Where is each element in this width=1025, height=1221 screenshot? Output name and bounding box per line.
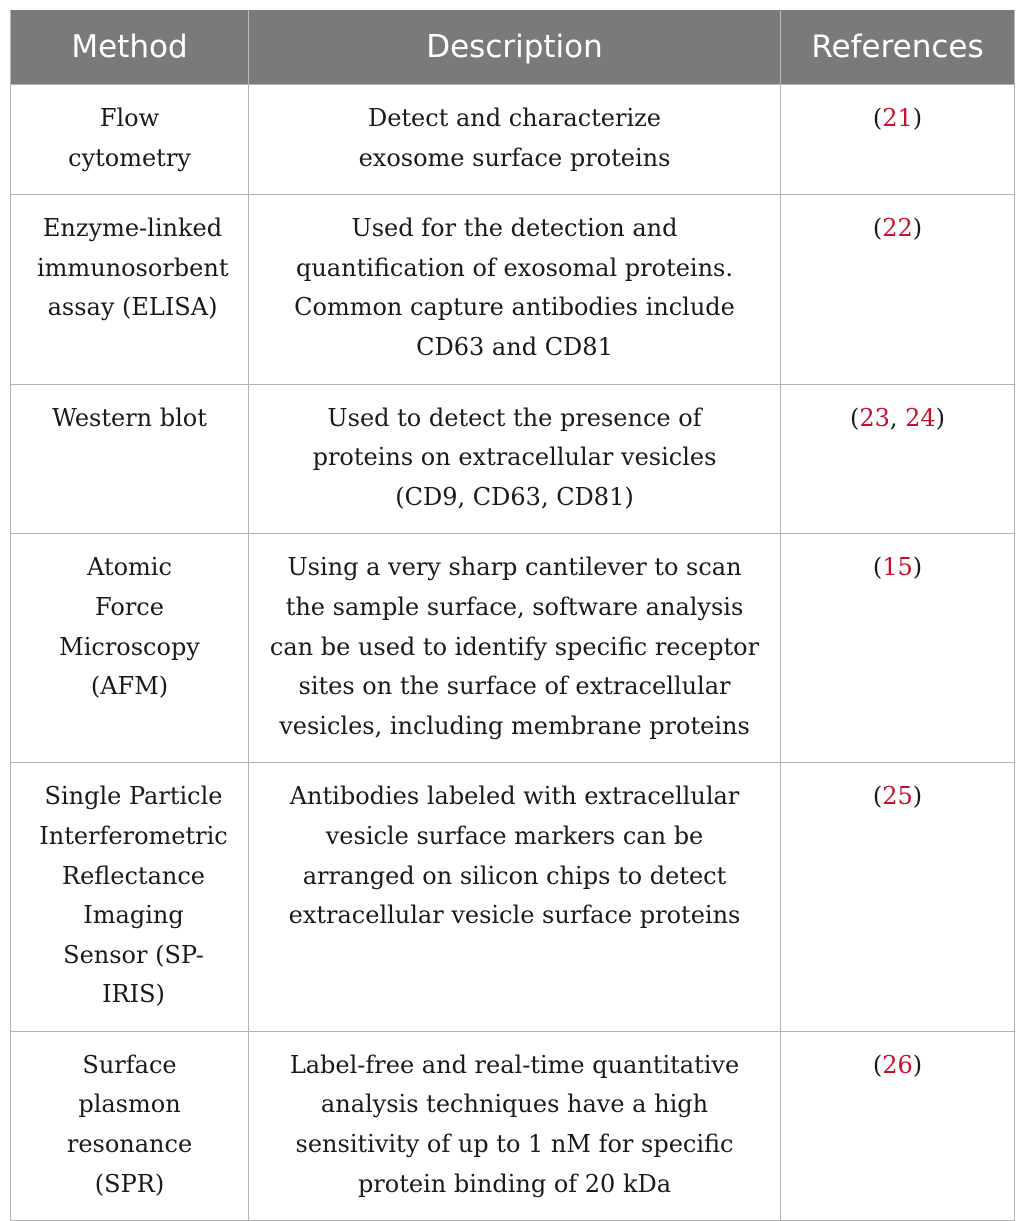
- method-cell: Enzyme-linked immunosorbent assay (ELISA): [11, 195, 249, 384]
- table-row: [11, 1031, 1015, 1220]
- header-method: Method: [11, 10, 249, 85]
- header-row: [11, 10, 1015, 85]
- table-row: [11, 534, 1015, 763]
- reference-link[interactable]: 21: [882, 104, 913, 132]
- references-cell: (22): [781, 195, 1015, 384]
- references-cell: (21): [781, 85, 1015, 195]
- method-cell: Western blot: [11, 384, 249, 534]
- reference-link[interactable]: 23: [859, 403, 890, 432]
- method-cell: Single Particle Interferometric Reflectance Imaging Sensor (SP-IRIS): [11, 763, 249, 1032]
- description-cell: Label-free and real-time quantitative analysis techniques have a high sensitivity of up to 1 nM for specific protein binding of 20 kDa: [249, 1031, 781, 1220]
- references-cell: (26): [781, 1031, 1015, 1220]
- table-row: [11, 384, 1015, 534]
- references-cell: (25): [781, 763, 1015, 1032]
- reference-link[interactable]: 24: [905, 403, 936, 432]
- methods-table: [10, 10, 1015, 1221]
- header-description: Description: [249, 10, 781, 85]
- method-cell: Surface plasmon resonance (SPR): [11, 1031, 249, 1220]
- method-cell: Flow cytometry: [11, 85, 249, 195]
- reference-link[interactable]: 15: [882, 553, 913, 582]
- references-cell: (15): [781, 534, 1015, 763]
- reference-link[interactable]: 26: [882, 1050, 913, 1079]
- references-cell: (23, 24): [781, 384, 1015, 534]
- reference-link[interactable]: 22: [882, 214, 913, 243]
- description-cell: Used to detect the presence of proteins on extracellular vesicles (CD9, CD63, CD81): [249, 384, 781, 534]
- reference-link[interactable]: 25: [882, 782, 913, 811]
- description-cell: Antibodies labeled with extracellular vesicle surface markers can be arranged on silicon chips to detect extracellular vesicle surface proteins: [249, 763, 781, 1032]
- table-row: [11, 85, 1015, 195]
- description-cell: Using a very sharp cantilever to scan the sample surface, software analysis can be used to identify specific receptor sites on the surface of extracellular vesicles, including membrane proteins: [249, 534, 781, 763]
- table-row: [11, 195, 1015, 384]
- table-row: [11, 763, 1015, 1032]
- method-cell: Atomic Force Microscopy (AFM): [11, 534, 249, 763]
- description-cell: Detect and characterize exosome surface proteins: [249, 85, 781, 195]
- description-cell: Used for the detection and quantification of exosomal proteins. Common capture antibodies include CD63 and CD81: [249, 195, 781, 384]
- header-references: References: [781, 10, 1015, 85]
